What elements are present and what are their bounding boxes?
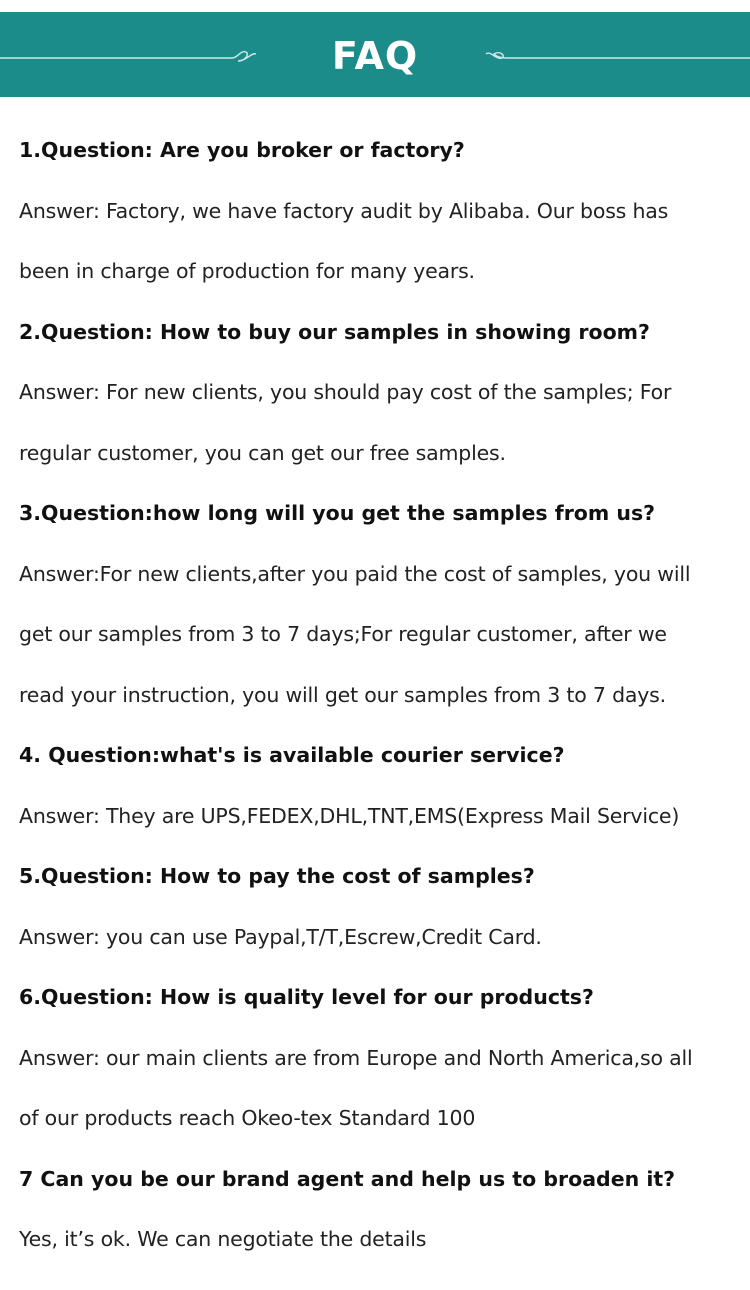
faq-question: 5.Question: How to pay the cost of samples? bbox=[19, 864, 535, 888]
faq-list bbox=[19, 120, 739, 1270]
faq-answer: been in charge of production for many years. bbox=[19, 259, 475, 283]
faq-question: 7 Can you be our brand agent and help us to broaden it? bbox=[19, 1166, 676, 1191]
faq-answer: Yes, it’s ok. We can negotiate the details bbox=[19, 1227, 427, 1251]
faq-answer: Answer:For new clients,after you paid the cost of samples, you will bbox=[19, 561, 691, 586]
faq-question: 6.Question: How is quality level for our products? bbox=[19, 985, 594, 1009]
faq-answer: Answer: you can use Paypal,T/T,Escrew,Credit Card. bbox=[19, 924, 542, 949]
faq-question: 2.Question: How to buy our samples in showing room? bbox=[19, 319, 650, 344]
faq-answer: Answer: For new clients, you should pay cost of the samples; For bbox=[19, 380, 672, 404]
faq-question: 1.Question: Are you broker or factory? bbox=[19, 138, 465, 162]
faq-banner bbox=[0, 12, 750, 97]
faq-answer: of our products reach Okeo-tex Standard 100 bbox=[19, 1106, 476, 1130]
faq-answer: read your instruction, you will get our samples from 3 to 7 days. bbox=[19, 682, 666, 707]
faq-answer: Answer: They are UPS,FEDEX,DHL,TNT,EMS(Express Mail Service) bbox=[19, 803, 680, 828]
faq-answer: get our samples from 3 to 7 days;For regular customer, after we bbox=[19, 622, 667, 646]
faq-answer: Answer: our main clients are from Europe and North America,so all bbox=[19, 1045, 693, 1070]
faq-answer: Answer: Factory, we have factory audit by Alibaba. Our boss has bbox=[19, 198, 669, 223]
faq-question: 3.Question:how long will you get the samples from us? bbox=[19, 501, 656, 525]
faq-answer: regular customer, you can get our free samples. bbox=[19, 440, 506, 465]
page-title: FAQ bbox=[331, 34, 419, 78]
faq-question: 4. Question:what's is available courier service? bbox=[19, 743, 565, 767]
flourish-line-icon bbox=[482, 46, 750, 66]
